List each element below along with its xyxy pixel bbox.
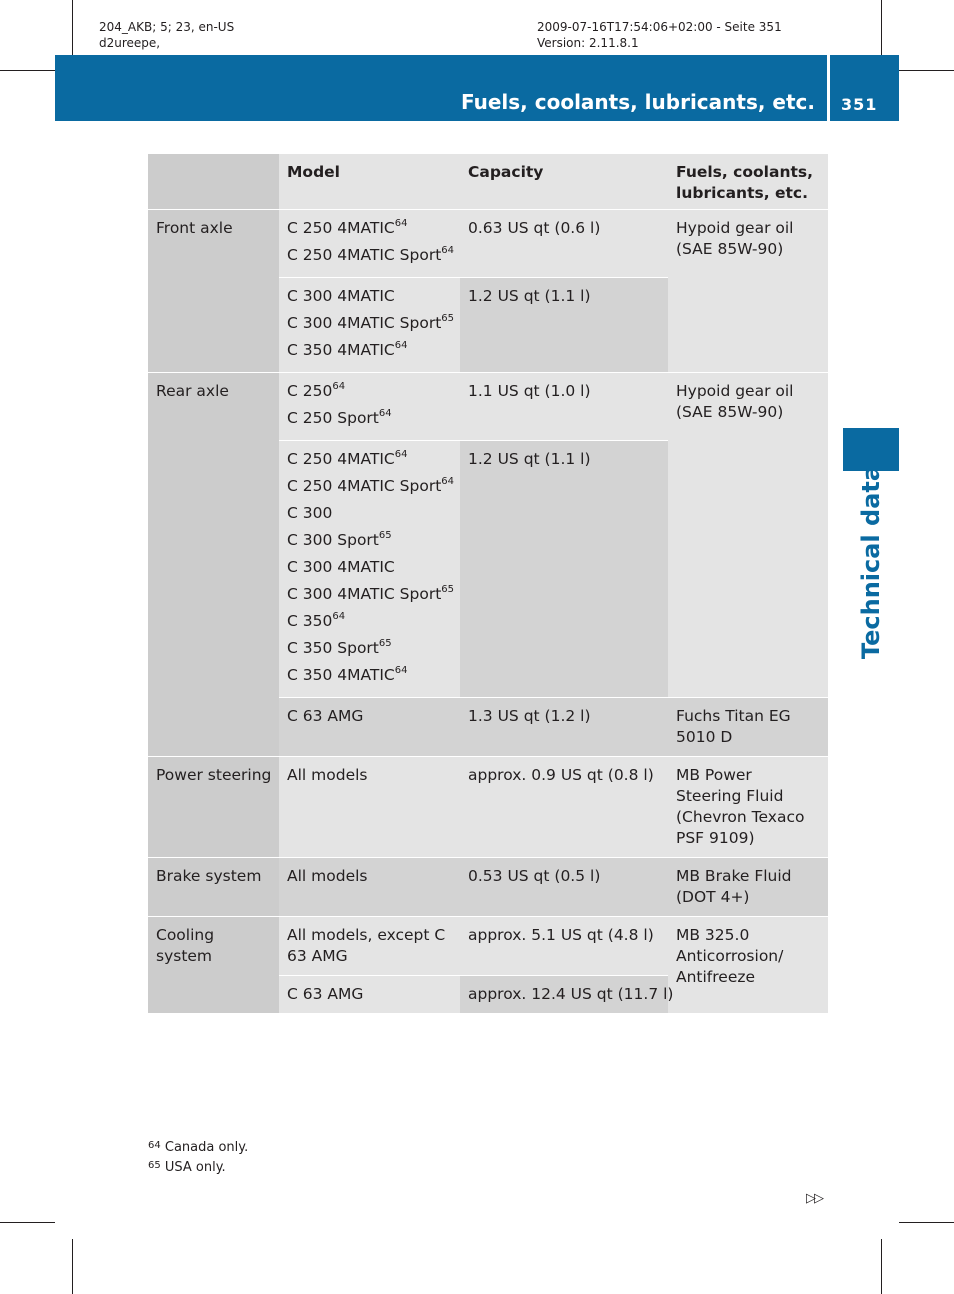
model-text: C 300 4MATIC Sport <box>287 314 442 332</box>
capacity-cell: approx. 12.4 US qt (11.7 l) <box>460 976 668 1014</box>
fluid-cell: MB Power Steering Fluid (Chevron Texaco PSF 9109) <box>668 757 828 858</box>
crop-mark <box>0 70 55 71</box>
model-text: C 300 Sport <box>287 531 379 549</box>
footnote-ref: 65 <box>378 638 392 649</box>
footnote-ref: 65 <box>378 530 392 541</box>
meta-doc-id: d2ureepe, <box>99 36 161 50</box>
table-row <box>148 917 828 976</box>
capacity-cell: 0.53 US qt (0.5 l) <box>460 858 668 917</box>
page-number: 351 <box>841 95 878 114</box>
fluid-cell: MB Brake Fluid (DOT 4+) <box>668 858 828 917</box>
model-cell: C 63 AMG <box>279 976 460 1014</box>
model-name <box>287 242 453 269</box>
fluid-cell: Hypoid gear oil (SAE 85W-90) <box>668 210 828 373</box>
chapter-tab-label: Technical data <box>857 464 885 660</box>
model-name <box>287 378 453 405</box>
model-text: C 250 4MATIC <box>287 450 395 468</box>
footnote-ref: 64 <box>394 665 408 676</box>
footnote-ref: 64 <box>332 611 346 622</box>
model-list <box>279 441 460 698</box>
row-label-cooling-system: Cooling system <box>148 917 279 1014</box>
model-name <box>287 283 453 310</box>
footnote-ref: 65 <box>441 584 455 595</box>
model-name <box>287 215 453 242</box>
footnote-number: 64 <box>148 1140 161 1151</box>
model-text: C 350 4MATIC <box>287 341 395 359</box>
capacity-cell: approx. 5.1 US qt (4.8 l) <box>460 917 668 976</box>
meta-version: Version: 2.11.8.1 <box>537 36 639 50</box>
model-name <box>287 473 453 500</box>
row-label-brake-system: Brake system <box>148 858 279 917</box>
capacity-cell: 1.2 US qt (1.1 l) <box>460 278 668 373</box>
footnote-ref: 64 <box>394 218 408 229</box>
fluids-table <box>148 154 828 1014</box>
footnote-ref: 64 <box>394 340 408 351</box>
row-label-power-steering: Power steering <box>148 757 279 858</box>
model-name <box>287 635 453 662</box>
model-text: C 300 4MATIC Sport <box>287 585 442 603</box>
footnote-ref: 65 <box>441 313 455 324</box>
print-meta-right <box>537 19 782 51</box>
model-name <box>287 527 453 554</box>
model-text: C 250 4MATIC Sport <box>287 477 442 495</box>
footnote-text: Canada only. <box>164 1140 249 1155</box>
capacity-cell: 1.1 US qt (1.0 l) <box>460 373 668 441</box>
model-text: C 300 4MATIC <box>287 558 395 576</box>
crop-mark <box>899 70 954 71</box>
footnote-text: USA only. <box>164 1160 226 1175</box>
model-name <box>287 405 453 432</box>
model-name <box>287 662 453 689</box>
model-text: C 350 4MATIC <box>287 666 395 684</box>
table-row <box>148 210 828 278</box>
model-list <box>279 210 460 278</box>
footnote <box>148 1138 248 1158</box>
fluid-cell: MB 325.0 Anticorrosion/ Antifreeze <box>668 917 828 1014</box>
model-name <box>287 337 453 364</box>
capacity-cell: approx. 0.9 US qt (0.8 l) <box>460 757 668 858</box>
model-cell: All models <box>279 858 460 917</box>
header-empty-cell <box>148 154 279 210</box>
model-text: C 350 <box>287 612 333 630</box>
fluid-cell: Hypoid gear oil (SAE 85W-90) <box>668 373 828 698</box>
capacity-cell: 0.63 US qt (0.6 l) <box>460 210 668 278</box>
footnote-ref: 64 <box>378 408 392 419</box>
model-name <box>287 500 453 527</box>
model-name <box>287 608 453 635</box>
footnote-ref: 64 <box>441 245 455 256</box>
model-name <box>287 554 453 581</box>
print-meta-left <box>99 19 234 51</box>
row-label-rear-axle: Rear axle <box>148 373 279 757</box>
crop-mark <box>881 0 882 55</box>
continue-arrow-icon: ▷▷ <box>806 1191 822 1206</box>
model-cell: All models <box>279 757 460 858</box>
crop-mark <box>0 1222 55 1223</box>
model-text: C 250 4MATIC Sport <box>287 246 442 264</box>
table-row <box>148 858 828 917</box>
model-text: C 250 Sport <box>287 409 379 427</box>
row-label-front-axle: Front axle <box>148 210 279 373</box>
section-header-bar <box>55 55 827 121</box>
footnote-ref: 64 <box>394 449 408 460</box>
model-cell: C 63 AMG <box>279 698 460 757</box>
meta-job-id: 204_AKB; 5; 23, en-US <box>99 20 235 34</box>
crop-mark <box>899 1222 954 1223</box>
footnotes <box>148 1138 248 1178</box>
table-row <box>148 373 828 441</box>
model-text: C 300 4MATIC <box>287 287 395 305</box>
model-name <box>287 581 453 608</box>
footnote-number: 65 <box>148 1160 161 1171</box>
footnote-ref: 64 <box>441 476 455 487</box>
page-number-box <box>830 55 899 121</box>
header-fuels: Fuels, coolants, lubricants, etc. <box>668 154 828 210</box>
model-cell: All models, except C 63 AMG <box>279 917 460 976</box>
model-text: C 250 4MATIC <box>287 219 395 237</box>
model-name <box>287 446 453 473</box>
model-name <box>287 310 453 337</box>
model-list <box>279 373 460 441</box>
table-header-row <box>148 154 828 210</box>
model-text: C 250 <box>287 382 333 400</box>
crop-mark <box>72 0 73 55</box>
footnote <box>148 1158 248 1178</box>
meta-timestamp: 2009-07-16T17:54:06+02:00 - Seite 351 <box>537 20 782 34</box>
table-row <box>148 757 828 858</box>
crop-mark <box>881 1239 882 1294</box>
model-text: C 300 <box>287 504 333 522</box>
model-list <box>279 278 460 373</box>
capacity-cell: 1.3 US qt (1.2 l) <box>460 698 668 757</box>
header-capacity: Capacity <box>460 154 668 210</box>
header-model: Model <box>279 154 460 210</box>
crop-mark <box>72 1239 73 1294</box>
fluid-cell: Fuchs Titan EG 5010 D <box>668 698 828 757</box>
model-text: C 350 Sport <box>287 639 379 657</box>
capacity-cell: 1.2 US qt (1.1 l) <box>460 441 668 698</box>
footnote-ref: 64 <box>332 381 346 392</box>
section-title: Fuels, coolants, lubricants, etc. <box>460 90 815 114</box>
